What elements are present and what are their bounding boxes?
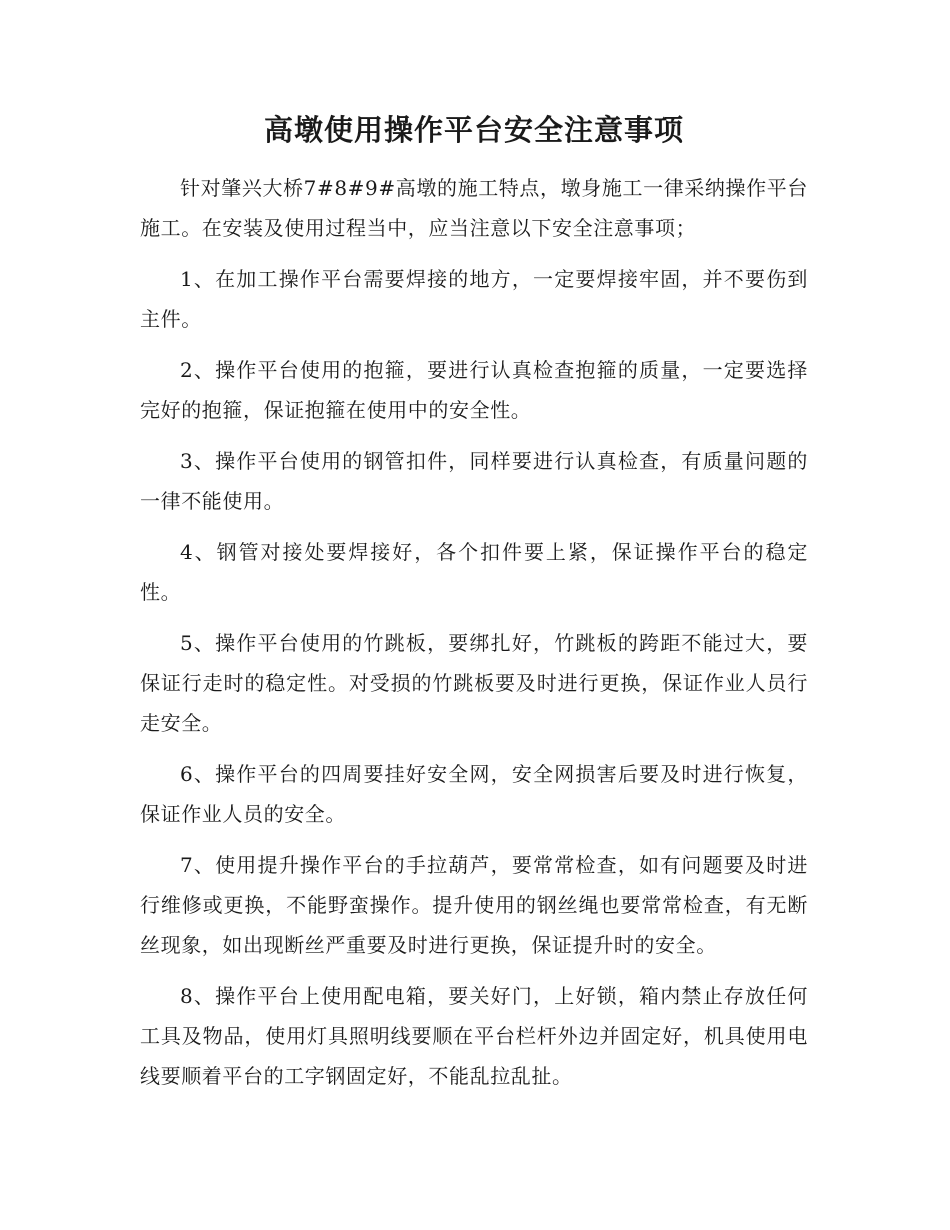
safety-item-4: 4、钢管对接处要焊接好，各个扣件要上紧，保证操作平台的稳定性。: [140, 540, 808, 604]
document-page: [140, 108, 808, 1107]
safety-item-8: 8、操作平台上使用配电箱，要关好门，上好锁，箱内禁止存放任何工具及物品，使用灯具照明线要顺在平台栏杆外边并固定好，机具使用电线要顺着平台的工字钢固定好，不能乱拉乱扯。: [140, 984, 808, 1088]
safety-item-2: 2、操作平台使用的抱箍，要进行认真检查抱箍的质量，一定要选择完好的抱箍，保证抱箍在使用中的安全性。: [140, 358, 808, 422]
intro-paragraph: 针对肇兴大桥7#8#9#高墩的施工特点，墩身施工一律采纳操作平台施工。在安装及使用过程当中，应当注意以下安全注意事项；: [140, 176, 808, 240]
safety-item-3: 3、操作平台使用的钢管扣件，同样要进行认真检查，有质量问题的一律不能使用。: [140, 449, 808, 513]
safety-item-6: 6、操作平台的四周要挂好安全网，安全网损害后要及时进行恢复，保证作业人员的安全。: [140, 762, 808, 826]
safety-item-5: 5、操作平台使用的竹跳板，要绑扎好，竹跳板的跨距不能过大，要保证行走时的稳定性。对受损的竹跳板要及时进行更换，保证作业人员行走安全。: [140, 631, 808, 735]
document-title: 高墩使用操作平台安全注意事项: [263, 113, 684, 147]
safety-item-1: 1、在加工操作平台需要焊接的地方，一定要焊接牢固，并不要伤到主件。: [140, 267, 808, 331]
safety-item-7: 7、使用提升操作平台的手拉葫芦，要常常检查，如有问题要及时进行维修或更换，不能野蛮操作。提升使用的钢丝绳也要常常检查，有无断丝现象，如出现断丝严重要及时进行更换，保证提升时的安全。: [140, 853, 808, 957]
